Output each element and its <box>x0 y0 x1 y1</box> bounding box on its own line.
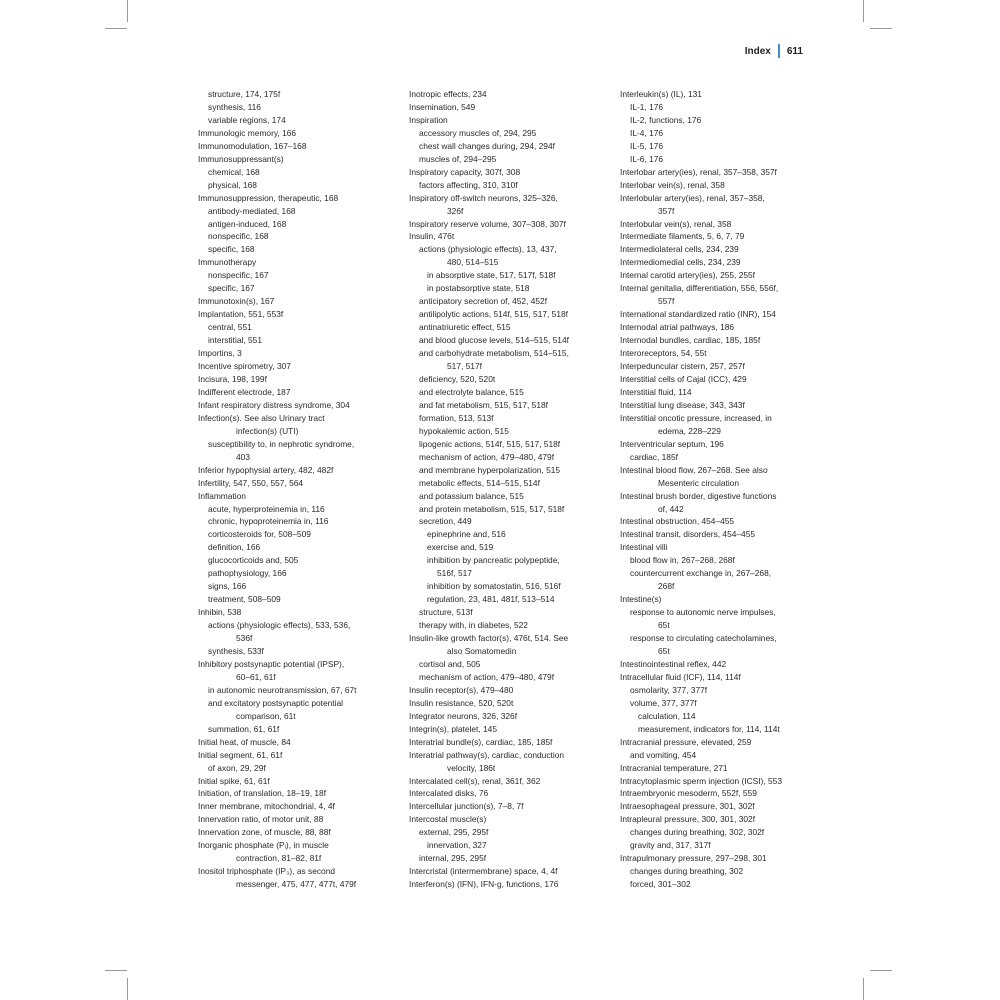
index-subentry: IL-5, 176 <box>630 140 664 151</box>
index-entry: Immunotherapy <box>198 257 257 268</box>
index-subentry: and blood glucose levels, 514–515, 514f <box>419 335 569 346</box>
index-subentry: countercurrent exchange in, 267–268, <box>630 568 772 579</box>
index-entry-continuation: 480, 514–515 <box>447 257 499 268</box>
index-entry: Inhibin, 538 <box>198 607 242 618</box>
index-subentry: innervation, 327 <box>427 840 487 851</box>
index-entry: Initial segment, 61, 61f <box>198 749 283 760</box>
index-entry: Intestinal villi <box>620 542 668 553</box>
index-subentry: antigen-induced, 168 <box>208 218 287 229</box>
index-subentry: chronic, hypoproteinemia in, 116 <box>208 516 329 527</box>
index-subentry: acute, hyperproteinemia in, 116 <box>208 503 325 514</box>
index-subentry: calculation, 114 <box>638 710 696 721</box>
index-subentry: corticosteroids for, 508–509 <box>208 529 311 540</box>
index-entry-continuation: 517, 517f <box>447 361 482 372</box>
index-entry: Initial heat, of muscle, 84 <box>198 736 291 747</box>
index-subentry: nonspecific, 168 <box>208 231 269 242</box>
index-subentry: and electrolyte balance, 515 <box>419 386 524 397</box>
index-entry: Initiation, of translation, 18–19, 18f <box>198 788 327 799</box>
index-entry: Immunosuppression, therapeutic, 168 <box>198 192 339 203</box>
index-entry: Intercristal (intermembrane) space, 4, 4f <box>409 866 558 877</box>
index-entry: Internodal atrial pathways, 186 <box>620 322 735 333</box>
index-subentry: of axon, 29, 29f <box>208 762 266 773</box>
index-entry: Intercellular junction(s), 7–8, 7f <box>409 801 524 812</box>
index-entry: Intraesophageal pressure, 301, 302f <box>620 801 755 812</box>
index-subentry: response to circulating catecholamines, <box>630 633 777 644</box>
index-entry: Internal carotid artery(ies), 255, 255f <box>620 270 755 281</box>
index-subentry: treatment, 508–509 <box>208 594 281 605</box>
index-subentry: osmolarity, 377, 377f <box>630 684 708 695</box>
index-entry-continuation: contraction, 81–82, 81f <box>236 853 322 864</box>
index-entry: Interatrial pathway(s), cardiac, conduction <box>409 749 565 760</box>
index-entry: Incentive spirometry, 307 <box>198 361 291 372</box>
index-entry: Incisura, 198, 199f <box>198 373 267 384</box>
index-entry: Interoreceptors, 54, 55t <box>620 348 707 359</box>
index-subentry: and protein metabolism, 515, 517, 518f <box>419 503 565 514</box>
index-subentry: chest wall changes during, 294, 294f <box>419 140 555 151</box>
index-subentry: mechanism of action, 479–480, 479f <box>419 451 555 462</box>
index-entry-continuation: 65t <box>658 645 670 656</box>
index-subentry: regulation, 23, 481, 481f, 513–514 <box>427 594 555 605</box>
index-entry-continuation: comparison, 61t <box>236 710 296 721</box>
index-subentry: in autonomic neurotransmission, 67, 67t <box>208 684 357 695</box>
index-entry-continuation: 557f <box>658 296 675 307</box>
index-subentry: hypokalemic action, 515 <box>419 425 509 436</box>
index-entry: Immunomodulation, 167–168 <box>198 140 307 151</box>
index-entry: Inner membrane, mitochondrial, 4, 4f <box>198 801 335 812</box>
index-subentry: physical, 168 <box>208 179 257 190</box>
index-subentry: and carbohydrate metabolism, 514–515, <box>419 348 569 359</box>
index-entry: Infant respiratory distress syndrome, 304 <box>198 399 350 410</box>
index-entry: Insulin receptor(s), 479–480 <box>409 684 514 695</box>
index-entry: Inspiratory reserve volume, 307–308, 307f <box>409 218 566 229</box>
index-subentry: and vomiting, 454 <box>630 749 697 760</box>
index-subentry: gravity and, 317, 317f <box>630 840 711 851</box>
index-entry: Interventricular septum, 196 <box>620 438 724 449</box>
index-entry-continuation: also Somatomedin <box>447 645 517 656</box>
index-entry: Implantation, 551, 553f <box>198 309 284 320</box>
index-subentry: accessory muscles of, 294, 295 <box>419 127 537 138</box>
index-subentry: external, 295, 295f <box>419 827 489 838</box>
index-entry: Intracranial temperature, 271 <box>620 762 728 773</box>
index-subentry: measurement, indicators for, 114, 114t <box>638 723 780 734</box>
index-entry: Interlobular artery(ies), renal, 357–358, <box>620 192 765 203</box>
index-entry: Internal genitalia, differentiation, 556, 556f, <box>620 283 779 294</box>
index-entry: Integrator neurons, 326, 326f <box>409 710 518 721</box>
index-entry: Interlobar vein(s), renal, 358 <box>620 179 725 190</box>
index-entry-continuation: 60–61, 61f <box>236 671 276 682</box>
index-entry: Intracellular fluid (ICF), 114, 114f <box>620 671 741 682</box>
index-entry: Interlobar artery(ies), renal, 357–358, 357f <box>620 166 777 177</box>
index-entry: Interstitial lung disease, 343, 343f <box>620 399 745 410</box>
index-subentry: internal, 295, 295f <box>419 853 487 864</box>
index-entry-continuation: 326f <box>447 205 464 216</box>
index-subentry: metabolic effects, 514–515, 514f <box>419 477 540 488</box>
index-subentry: inhibition by pancreatic polypeptide, <box>427 555 560 566</box>
index-subentry: variable regions, 174 <box>208 114 286 125</box>
index-entry: Interferon(s) (IFN), IFN-g, functions, 176 <box>409 879 559 890</box>
index-subentry: antilipolytic actions, 514f, 515, 517, 518f <box>419 309 568 320</box>
index-entry: Inspiration <box>409 114 448 125</box>
index-subentry: epinephrine and, 516 <box>427 529 506 540</box>
index-entry: Intestinal blood flow, 267–268. See also <box>620 464 768 475</box>
index-entry: Intercalated disks, 76 <box>409 788 489 799</box>
index-entry: Inflammation <box>198 490 246 501</box>
index-subentry: IL-1, 176 <box>630 101 664 112</box>
index-subentry: antibody-mediated, 168 <box>208 205 296 216</box>
index-entry: Intermediate filaments, 5, 6, 7, 79 <box>620 231 745 242</box>
index-entry: Inositol triphosphate (IP₃), as second <box>198 866 336 877</box>
index-entry: Intercostal muscle(s) <box>409 814 487 825</box>
index-subentry: signs, 166 <box>208 581 247 592</box>
index-subentry: changes during breathing, 302 <box>630 866 744 877</box>
index-subentry: summation, 61, 61f <box>208 723 280 734</box>
index-subentry: mechanism of action, 479–480, 479f <box>419 671 555 682</box>
index-entry: Insemination, 549 <box>409 101 476 112</box>
index-entry-continuation: 65t <box>658 620 670 631</box>
index-subentry: structure, 174, 175f <box>208 89 281 99</box>
index-subentry: and membrane hyperpolarization, 515 <box>419 464 561 475</box>
crop-mark <box>127 978 128 1000</box>
index-entry: Infection(s). See also Urinary tract <box>198 412 325 423</box>
index-subentry: in postabsorptive state, 518 <box>427 283 530 294</box>
index-subentry: and fat metabolism, 515, 517, 518f <box>419 399 548 410</box>
index-entry: Inspiratory capacity, 307f, 308 <box>409 166 521 177</box>
index-subentry: secretion, 449 <box>419 516 472 527</box>
index-entry-continuation: velocity, 186t <box>447 762 496 773</box>
index-entry: Inferior hypophysial artery, 482, 482f <box>198 464 334 475</box>
index-entry-continuation: of, 442 <box>658 503 684 514</box>
index-entry-continuation: infection(s) (UTI) <box>236 425 299 436</box>
index-entry: Intestinal brush border, digestive functions <box>620 490 777 501</box>
index-subentry: interstitial, 551 <box>208 335 262 346</box>
index-subentry: anticipatory secretion of, 452, 452f <box>419 296 548 307</box>
index-subentry: and potassium balance, 515 <box>419 490 524 501</box>
crop-mark <box>863 978 864 1000</box>
index-entry-continuation: messenger, 475, 477, 477t, 479f <box>236 879 357 890</box>
index-entry: Intracranial pressure, elevated, 259 <box>620 736 752 747</box>
index-subentry: changes during breathing, 302, 302f <box>630 827 765 838</box>
index-subentry: volume, 377, 377f <box>630 697 697 708</box>
index-subentry: exercise and, 519 <box>427 542 494 553</box>
crop-mark <box>105 970 127 971</box>
index-entry: Infertility, 547, 550, 557, 564 <box>198 477 304 488</box>
index-entry-continuation: 268f <box>658 581 675 592</box>
index-subentry: definition, 166 <box>208 542 261 553</box>
index-entry: Intermediolateral cells, 234, 239 <box>620 244 739 255</box>
index-entry: Intestinal obstruction, 454–455 <box>620 516 735 527</box>
index-subentry: therapy with, in diabetes, 522 <box>419 620 528 631</box>
index-entry: Innervation zone, of muscle, 88, 88f <box>198 827 331 838</box>
index-entry-continuation: Mesenteric circulation <box>658 477 739 488</box>
crop-mark <box>863 0 864 22</box>
index-entry: Intrapulmonary pressure, 297–298, 301 <box>620 853 767 864</box>
index-entry: Integrin(s), platelet, 145 <box>409 723 497 734</box>
index-subentry: actions (physiologic effects), 533, 536, <box>208 620 351 631</box>
index-entry: Interleukin(s) (IL), 131 <box>620 89 702 99</box>
index-subentry: antinatriuretic effect, 515 <box>419 322 511 333</box>
index-subentry: cardiac, 185f <box>630 451 678 462</box>
index-entry: Interlobular vein(s), renal, 358 <box>620 218 732 229</box>
header-divider <box>778 44 780 58</box>
index-subentry: specific, 168 <box>208 244 255 255</box>
index-entry: Intermediomedial cells, 234, 239 <box>620 257 741 268</box>
index-subentry: blood flow in, 267–268, 268f <box>630 555 735 566</box>
index-entry: Inhibitory postsynaptic potential (IPSP), <box>198 658 345 669</box>
page-number: 611 <box>786 45 803 57</box>
index-subentry: actions (physiologic effects), 13, 437, <box>419 244 557 255</box>
index-subentry: IL-6, 176 <box>630 153 664 164</box>
crop-mark <box>870 970 892 971</box>
index-subentry: lipogenic actions, 514f, 515, 517, 518f <box>419 438 561 449</box>
index-subentry: formation, 513, 513f <box>419 412 494 423</box>
index-subentry: factors affecting, 310, 310f <box>419 179 518 190</box>
index-subentry: forced, 301–302 <box>630 879 691 890</box>
index-subentry: response to autonomic nerve impulses, <box>630 607 776 618</box>
section-title: Index <box>744 45 771 57</box>
index-entry: Interstitial cells of Cajal (ICC), 429 <box>620 373 747 384</box>
index-entry: Intraembryonic mesoderm, 552f, 559 <box>620 788 757 799</box>
index-subentry: muscles of, 294–295 <box>419 153 497 164</box>
index-entry: Intestinointestinal reflex, 442 <box>620 658 727 669</box>
index-subentry: synthesis, 533f <box>208 645 264 656</box>
index-subentry: synthesis, 116 <box>208 101 261 112</box>
index-entry: Inotropic effects, 234 <box>409 89 487 99</box>
index-subentry: in absorptive state, 517, 517f, 518f <box>427 270 556 281</box>
index-entry: Interpeduncular cistern, 257, 257f <box>620 361 745 372</box>
index-entry: Immunologic memory, 166 <box>198 127 297 138</box>
index-subentry: chemical, 168 <box>208 166 260 177</box>
index-entry: Intracytoplasmic sperm injection (ICSI), 553 <box>620 775 782 786</box>
index-subentry: susceptibility to, in nephrotic syndrome, <box>208 438 355 449</box>
index-entry-continuation: edema, 228–229 <box>658 425 721 436</box>
index-entry: Initial spike, 61, 61f <box>198 775 270 786</box>
index-subentry: inhibition by somatostatin, 516, 516f <box>427 581 561 592</box>
index-entry: International standardized ratio (INR), 154 <box>620 309 776 320</box>
index-subentry: pathophysiology, 166 <box>208 568 287 579</box>
index-entry: Insulin, 476t <box>409 231 455 242</box>
index-entry: Immunosuppressant(s) <box>198 153 284 164</box>
index-entry: Internodal bundles, cardiac, 185, 185f <box>620 335 761 346</box>
index-entry: Innervation ratio, of motor unit, 88 <box>198 814 324 825</box>
index-subentry: cortisol and, 505 <box>419 658 481 669</box>
index-entry: Importins, 3 <box>198 348 242 359</box>
crop-mark <box>105 28 127 29</box>
index-entry-continuation: 357f <box>658 205 675 216</box>
crop-mark <box>127 0 128 22</box>
index-entry: Insulin-like growth factor(s), 476t, 514. See <box>409 633 569 644</box>
index-entry: Immunotoxin(s), 167 <box>198 296 275 307</box>
index-entry: Indifferent electrode, 187 <box>198 386 291 397</box>
index-entry-continuation: 536f <box>236 633 253 644</box>
index-entry: Insulin resistance, 520, 520t <box>409 697 514 708</box>
index-subentry: specific, 167 <box>208 283 255 294</box>
index-column-1 <box>198 88 403 891</box>
running-header <box>745 44 803 58</box>
index-subentry: and excitatory postsynaptic potential <box>208 697 344 708</box>
index-entry: Inspiratory off-switch neurons, 325–326, <box>409 192 558 203</box>
index-column-2 <box>409 88 614 891</box>
index-column-3 <box>620 88 825 891</box>
index-entry: Inorganic phosphate (Pᵢ), in muscle <box>198 840 329 851</box>
index-entry: Intestine(s) <box>620 594 662 605</box>
index-subentry: IL-4, 176 <box>630 127 664 138</box>
index-entry: Intestinal transit, disorders, 454–455 <box>620 529 756 540</box>
index-entry: Intrapleural pressure, 300, 301, 302f <box>620 814 756 825</box>
index-subentry: 516f, 517 <box>437 568 472 579</box>
index-subentry: central, 551 <box>208 322 252 333</box>
index-entry: Interstitial fluid, 114 <box>620 386 692 397</box>
index-subentry: IL-2, functions, 176 <box>630 114 702 125</box>
crop-mark <box>870 28 892 29</box>
index-entry: Interatrial bundle(s), cardiac, 185, 185f <box>409 736 553 747</box>
index-entry-continuation: 403 <box>236 451 250 462</box>
index-subentry: deficiency, 520, 520t <box>419 373 496 384</box>
index-subentry: glucocorticoids and, 505 <box>208 555 299 566</box>
index-entry: Intercalated cell(s), renal, 361f, 362 <box>409 775 541 786</box>
index-subentry: structure, 513f <box>419 607 473 618</box>
index-entry: Interstitial oncotic pressure, increased, in <box>620 412 772 423</box>
index-subentry: nonspecific, 167 <box>208 270 269 281</box>
